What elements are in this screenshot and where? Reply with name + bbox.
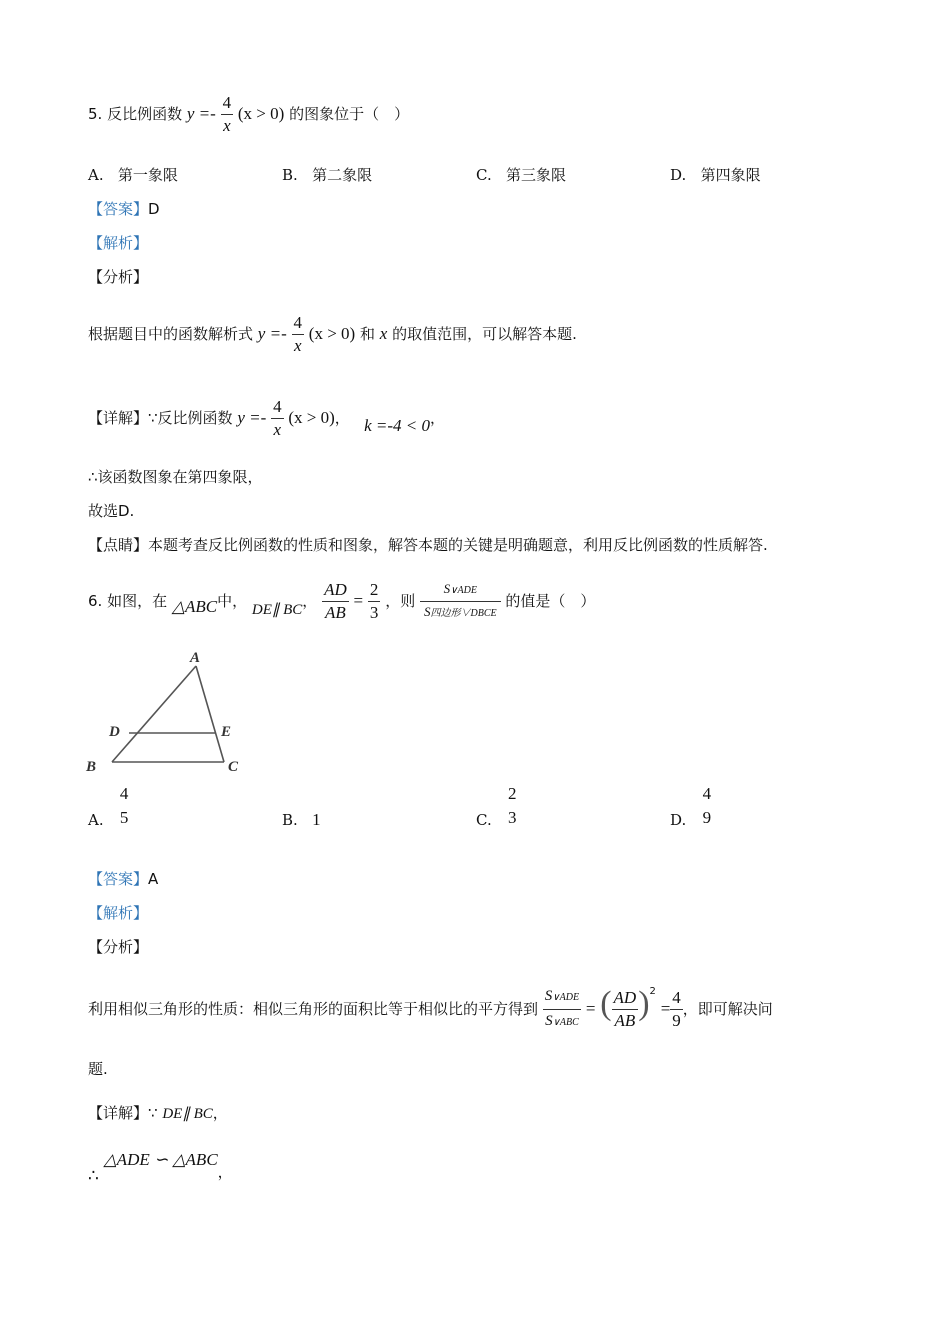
q6-fx-s1-sub: ∨ADE [552, 992, 580, 1003]
q5-option-b [282, 164, 372, 185]
q5-frac-den: x [223, 116, 231, 135]
label-c: C [228, 759, 239, 775]
q6-detail-de-bc: DE∥ BC [162, 1106, 213, 1122]
q6-fx-rparen: ) [638, 985, 650, 1022]
q6-fx-ab: AB [614, 1011, 636, 1030]
q5-stem [88, 84, 409, 144]
q5-option-a [88, 164, 178, 185]
q6-detail-tag: 【详解】 [88, 1104, 149, 1122]
q6-fenxi-tail: 题. [88, 1060, 108, 1078]
q6-fx-num: 4 [670, 987, 683, 1010]
q5-fenxi-fraction [292, 312, 305, 357]
q6-option-d-letter: D. [670, 811, 687, 829]
q6-stem-ze: ，则 [385, 592, 416, 610]
q5-choose: 故选D. [88, 502, 135, 520]
q6-fx-den: 9 [672, 1011, 681, 1030]
q6-fenxi-text [88, 974, 773, 1034]
q6-tri-abc: △ABC [171, 597, 218, 616]
q6-fx-s-num [543, 985, 581, 1010]
side-ac [196, 666, 224, 762]
q5-k-comma: ， [430, 409, 446, 427]
q5-fenxi-frac-num: 4 [292, 312, 305, 335]
q5-condition: (x > 0) [237, 104, 285, 123]
q5-fenxi-mid: 和 [360, 325, 376, 343]
q6-fx-ad: AD [612, 987, 639, 1010]
q6-s-num-sub: ∨ADE [450, 585, 477, 596]
q6-option-b-letter: B. [282, 811, 298, 829]
label-e: E [221, 724, 232, 740]
q5-stem-suffix: 的图象位于（ ） [289, 105, 410, 123]
q6-fx-s1: S [544, 988, 553, 1004]
q6-option-c-frac [506, 782, 519, 830]
q6-s-num-s: S [443, 581, 451, 596]
q6-triangle-figure [84, 646, 254, 780]
q6-fx-result [670, 987, 683, 1032]
q5-detail-cond: (x > 0) [288, 408, 335, 427]
q6-option-d-num: 4 [702, 784, 712, 803]
q6-option-b [282, 782, 321, 838]
q6-de-bc: DE∥ BC [251, 602, 303, 618]
side-ab [112, 666, 196, 762]
label-a: A [190, 650, 201, 666]
q5-fenxi-text [88, 306, 577, 362]
q5-fenxi-prefix: 根据题目中的函数解析式 [88, 325, 254, 343]
q5-option-d-text: 第四象限 [700, 166, 761, 184]
q6-stem-zhong: 中， [217, 592, 248, 610]
q6-similar [88, 1142, 233, 1186]
q6-ratio-num: AD [322, 579, 349, 602]
q6-fx-ratio [612, 987, 639, 1032]
q6-fx-lparen: ( [600, 985, 612, 1022]
q5-dianjing-tag: 【点睛】 [88, 536, 149, 554]
q5-answer-value: D [148, 200, 160, 218]
q6-ratio-eq: = [353, 591, 364, 610]
q5-detail-fraction [271, 396, 284, 441]
q6-fx-s2: S [545, 1013, 553, 1029]
q5-detail-comma: ， [334, 409, 350, 427]
q6-fx-eq: = [585, 999, 596, 1018]
label-d: D [109, 724, 120, 740]
q5-answer-tag: 【答案】 [88, 200, 149, 218]
q6-option-a [88, 782, 130, 838]
q6-jiexi-tag: 【解析】 [88, 904, 149, 922]
q6-detail-because: ∵ [148, 1104, 158, 1122]
q6-s-den [420, 602, 501, 624]
q5-fenxi-suffix: 的取值范围，可以解答本题. [392, 325, 577, 343]
q6-s-den-sub: 四边形∨DBCE [430, 608, 497, 619]
q5-fraction [221, 92, 234, 137]
q6-option-a-den: 5 [119, 808, 129, 827]
q6-answer [88, 868, 158, 889]
q5-option-c-text: 第三象限 [506, 166, 567, 184]
q6-option-c-letter: C. [476, 811, 492, 829]
q5-option-d [670, 164, 761, 185]
q6-therefore: ∴ [88, 1166, 99, 1186]
q6-fx-eq2: = [660, 999, 671, 1018]
q5-number: 5. [88, 105, 103, 123]
q5-option-b-letter: B. [282, 166, 298, 184]
q6-detail [88, 1102, 228, 1123]
q6-option-c-den: 3 [508, 808, 517, 827]
q5-option-c [476, 164, 566, 185]
q6-option-d-den: 9 [702, 808, 712, 827]
q5-fenxi-x: x [379, 324, 388, 343]
q6-fenxi-tag: 【分析】 [88, 938, 149, 956]
q6-answer-value: A [148, 870, 159, 888]
q5-option-d-letter: D. [670, 166, 687, 184]
q6-fx-s-den [543, 1010, 581, 1034]
q6-stem-prefix: 如图，在 [107, 592, 168, 610]
q6-ratio-value [368, 579, 381, 624]
q6-number: 6. [88, 592, 103, 610]
q5-option-a-text: 第一象限 [117, 166, 178, 184]
q6-s-fraction [420, 579, 501, 624]
q6-option-a-frac [118, 782, 131, 830]
q5-frac-num: 4 [221, 92, 234, 115]
q6-answer-tag: 【答案】 [88, 870, 149, 888]
q6-comma: ， [302, 592, 318, 610]
q6-fenxi-prefix: 利用相似三角形的性质：相似三角形的面积比等于相似比的平方得到 [88, 1000, 539, 1018]
q6-similar-expr: △ADE ∽ △ABC [103, 1150, 218, 1169]
q6-ratio-den: AB [325, 603, 346, 622]
q6-stem [88, 566, 595, 636]
q5-detail [88, 390, 445, 446]
q5-dianjing-text: 本题考查反比例函数的性质和图象，解答本题的关键是明确题意，利用反比例函数的性质解答. [148, 536, 768, 554]
q5-option-a-letter: A. [88, 166, 104, 184]
q6-option-b-value: 1 [312, 810, 321, 829]
q5-option-b-text: 第二象限 [312, 166, 373, 184]
q6-option-c [476, 782, 519, 838]
label-b: B [86, 759, 97, 775]
q6-s-num [420, 579, 501, 602]
q5-eq-lhs: y =- [186, 104, 216, 123]
q5-therefore: ∴该函数图象在第四象限， [88, 468, 263, 486]
q6-option-d [670, 782, 713, 838]
q5-fenxi-tag: 【分析】 [88, 268, 149, 286]
q6-option-a-num: 4 [119, 784, 129, 803]
q6-stem-suffix: 的值是（ ） [505, 592, 596, 610]
q5-stem-prefix: 反比例函数 [107, 105, 183, 123]
q5-option-c-letter: C. [476, 166, 492, 184]
q5-fenxi-cond: (x > 0) [308, 324, 356, 343]
q5-detail-frac-num: 4 [271, 396, 284, 419]
q5-detail-eq-lhs: y =- [237, 408, 267, 427]
q6-fx-s2-sub: ∨ABC [552, 1017, 579, 1028]
q5-answer [88, 198, 160, 219]
q6-ratio-fraction [322, 579, 349, 624]
q6-similar-comma: ， [217, 1163, 233, 1181]
q6-fenxi-suffix: ，即可解决问 [682, 1000, 773, 1018]
q6-option-c-num: 2 [508, 784, 517, 803]
q6-option-a-letter: A. [88, 811, 104, 829]
q6-detail-comma: ， [212, 1104, 228, 1122]
q6-fx-pow: 2 [649, 986, 656, 997]
q6-ratio-val-num: 2 [368, 579, 381, 602]
q6-ratio-val-den: 3 [369, 603, 379, 622]
q5-fenxi-eq-lhs: y =- [257, 324, 287, 343]
q5-dianjing [88, 534, 768, 555]
q5-detail-frac-den: x [273, 420, 282, 439]
q6-option-d-frac [701, 782, 714, 830]
q5-detail-tag: 【详解】 [88, 409, 149, 427]
q5-fenxi-frac-den: x [293, 336, 302, 355]
q5-detail-prefix: ∵反比例函数 [148, 409, 233, 427]
q6-fx-s-fraction [543, 985, 581, 1034]
q5-jiexi-tag: 【解析】 [88, 234, 149, 252]
q5-k-expr: k =-4 < 0 [364, 416, 430, 435]
q6-s-den-s: S [424, 604, 431, 619]
